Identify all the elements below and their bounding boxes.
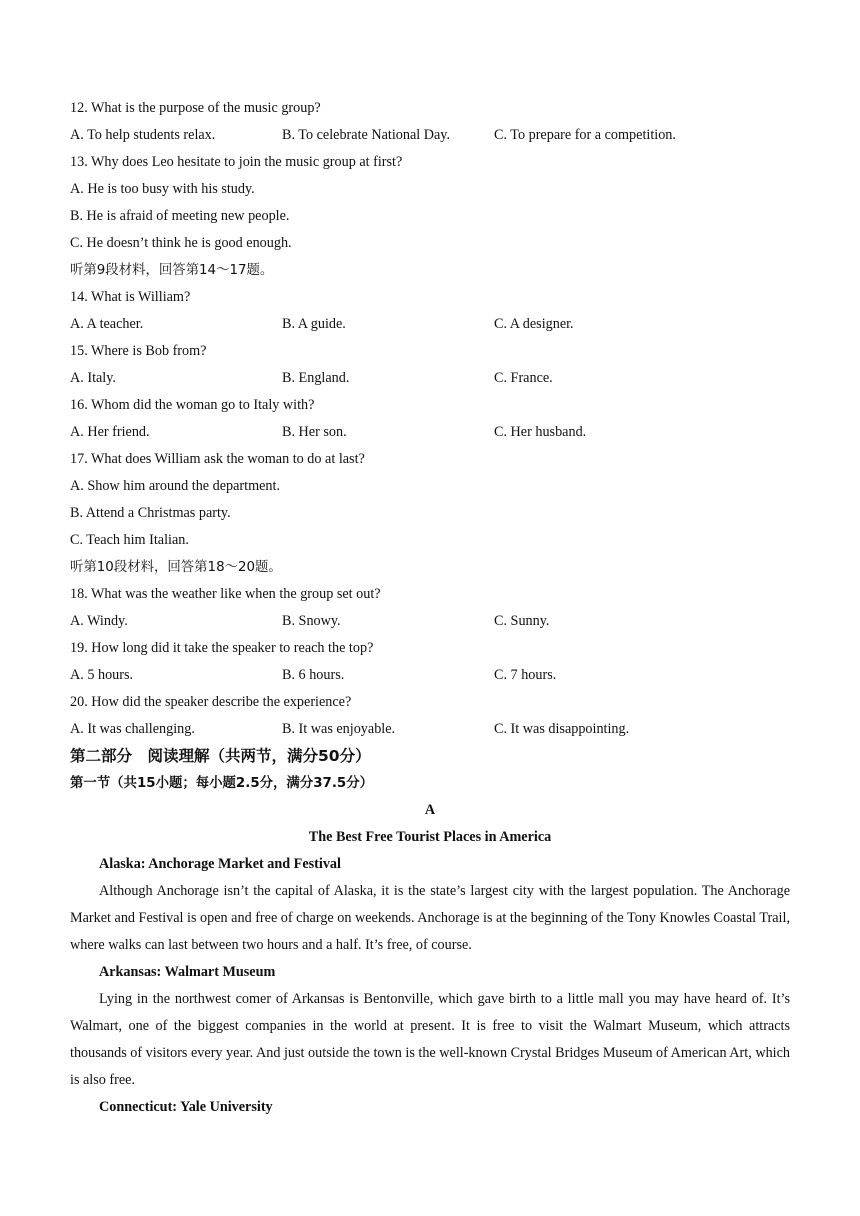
question-19-options [70,662,790,689]
option-b: B. Attend a Christmas party. [70,505,231,521]
option-b: B. A guide. [282,316,346,332]
option-b: B. It was enjoyable. [282,721,396,737]
option-a: A. 5 hours. [70,667,134,683]
option-a: A. To help students relax. [70,127,216,143]
question-20-options [70,716,790,743]
option-c: C. It was disappointing. [494,721,630,737]
question-20: 20. How did the speaker describe the experience? [70,694,352,710]
option-c: C. A designer. [494,316,574,332]
option-c: C. He doesn’t think he is good enough. [70,235,292,251]
option-b: B. England. [282,370,350,386]
option-c: C. To prepare for a competition. [494,127,676,143]
question-15: 15. Where is Bob from? [70,343,207,359]
passage-letter: A [424,802,436,818]
option-b: B. To celebrate National Day. [282,127,451,143]
passage-paragraph: Lying in the northwest comer of Arkansas is Bentonville, which gave birth to a little mall you may have heard of. It’s Walmart, one of the biggest companies in the world at present. It is free to visit the Walmart Museum, which attracts thousands of visitors every year. And just outside the town is the well-known Crystal Bridges Museum of American Art, which is also free. [70,991,790,1088]
option-c: C. Sunny. [494,613,550,629]
passage-subheading: Arkansas: Walmart Museum [99,964,276,980]
question-16-options [70,419,790,446]
question-13: 13. Why does Leo hesitate to join the music group at first? [70,154,403,170]
question-14-options [70,311,790,338]
passage-subheading: Alaska: Anchorage Market and Festival [99,856,341,872]
option-a: A. It was challenging. [70,721,195,737]
option-b: B. 6 hours. [282,667,345,683]
option-a: A. Windy. [70,613,128,629]
exam-page [70,95,790,1121]
question-18-options [70,608,790,635]
part-two-heading: 第二部分 阅读理解（共两节，满分50分） [70,747,371,765]
question-15-options [70,365,790,392]
option-a: A. He is too busy with his study. [70,181,255,197]
listening-instruction-10: 听第10段材料，回答第18～20题。 [70,560,282,575]
question-14: 14. What is William? [70,289,191,305]
question-16: 16. Whom did the woman go to Italy with? [70,397,315,413]
question-19: 19. How long did it take the speaker to reach the top? [70,640,374,656]
option-c: C. 7 hours. [494,667,557,683]
section-one-heading: 第一节（共15小题；每小题2.5分，满分37.5分） [70,776,374,791]
question-18: 18. What was the weather like when the group set out? [70,586,381,602]
option-c: C. France. [494,370,553,386]
option-c: C. Her husband. [494,424,587,440]
option-c: C. Teach him Italian. [70,532,189,548]
option-a: A. Show him around the department. [70,478,281,494]
question-12: 12. What is the purpose of the music group? [70,100,321,116]
option-b: B. Her son. [282,424,347,440]
passage-subheading: Connecticut: Yale University [99,1099,273,1115]
option-a: A. Her friend. [70,424,150,440]
option-a: A. Italy. [70,370,116,386]
question-17: 17. What does William ask the woman to do at last? [70,451,365,467]
passage-paragraph: Although Anchorage isn’t the capital of Alaska, it is the state’s largest city with the largest population. The Anchorage Market and Festival is open and free of charge on weekends. Anchorage is at the beginning of the Tony Knowles Coastal Trail, where walks can last between two hours and a half. It’s free, of course. [70,883,790,953]
option-b: B. He is afraid of meeting new people. [70,208,290,224]
listening-instruction-9: 听第9段材料，回答第14～17题。 [70,263,274,278]
question-12-options [70,122,790,149]
passage-title: The Best Free Tourist Places in America [308,829,552,845]
option-b: B. Snowy. [282,613,341,629]
option-a: A. A teacher. [70,316,144,332]
